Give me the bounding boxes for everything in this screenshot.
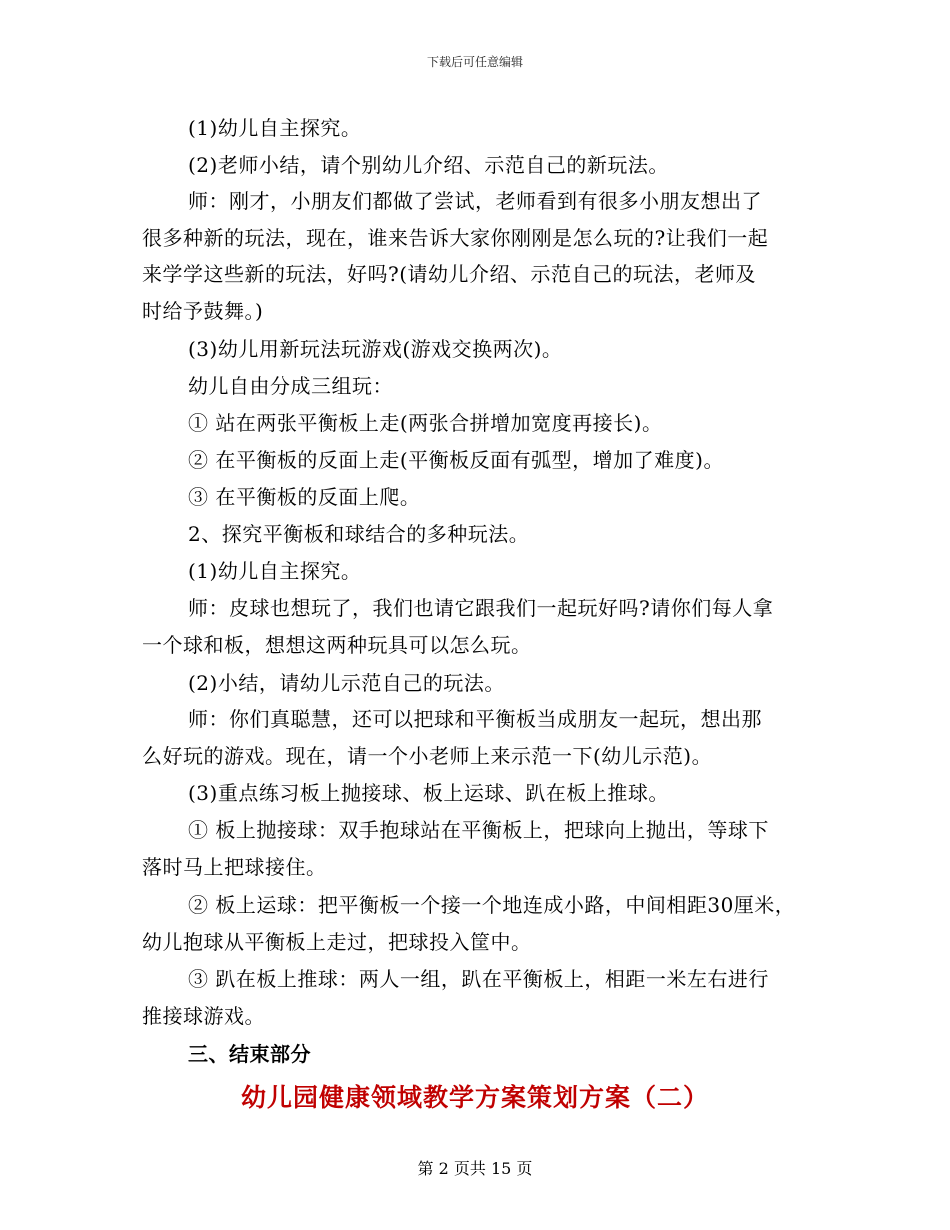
paragraph-line: ① 站在两张平衡板上走(两张合拼增加宽度再接长)。 bbox=[188, 411, 663, 435]
paragraph-line: (2)小结，请幼儿示范自己的玩法。 bbox=[188, 671, 505, 695]
paragraph-line: (1)幼儿自主探究。 bbox=[188, 559, 362, 583]
paragraph-line: 一个球和板，想想这两种玩具可以怎么玩。 bbox=[142, 633, 532, 657]
document-title: 幼儿园健康领域教学方案策划方案（二） bbox=[240, 1083, 709, 1112]
paragraph-line: 来学学这些新的玩法，好吗?(请幼儿介绍、示范自己的玩法，老师及 bbox=[142, 262, 757, 286]
paragraph-line: 幼儿抱球从平衡板上走过，把球投入筐中。 bbox=[142, 930, 532, 954]
paragraph-line: ② 板上运球：把平衡板一个接一个地连成小路，中间相距30厘米， bbox=[188, 893, 796, 917]
paragraph-line: 落时马上把球接住。 bbox=[142, 855, 327, 879]
paragraph-line: 很多种新的玩法，现在，谁来告诉大家你刚刚是怎么玩的?让我们一起 bbox=[142, 226, 769, 250]
paragraph-line: 2、探究平衡板和球结合的多种玩法。 bbox=[188, 522, 530, 546]
paragraph-line: 时给予鼓舞。) bbox=[142, 299, 264, 323]
paragraph-line: 推接球游戏。 bbox=[142, 1004, 265, 1028]
paragraph-line: 师：刚才，小朋友们都做了尝试，老师看到有很多小朋友想出了 bbox=[188, 189, 762, 213]
paragraph-line: 师：你们真聪慧，还可以把球和平衡板当成朋友一起玩，想出那 bbox=[188, 707, 762, 731]
paragraph-line: ③ 趴在板上推球：两人一组，趴在平衡板上，相距一米左右进行 bbox=[188, 967, 769, 991]
paragraph-line: (3)幼儿用新玩法玩游戏(游戏交换两次)。 bbox=[188, 337, 563, 361]
paragraph-line: ③ 在平衡板的反面上爬。 bbox=[188, 485, 421, 509]
paragraph-line: ① 板上抛接球：双手抱球站在平衡板上，把球向上抛出，等球下 bbox=[188, 818, 769, 842]
paragraph-line: 幼儿自由分成三组玩： bbox=[188, 374, 393, 398]
paragraph-line: (2)老师小结，请个别幼儿介绍、示范自己的新玩法。 bbox=[188, 153, 669, 177]
paragraph-line: (3)重点练习板上抛接球、板上运球、趴在板上推球。 bbox=[188, 781, 669, 805]
paragraph-line: 师：皮球也想玩了，我们也请它跟我们一起玩好吗?请你们每人拿 bbox=[188, 596, 774, 620]
paragraph-line: (1)幼儿自主探究。 bbox=[188, 116, 362, 140]
paragraph-line: 么好玩的游戏。现在，请一个小老师上来示范一下(幼儿示范)。 bbox=[142, 744, 713, 768]
section-heading: 三、结束部分 bbox=[188, 1042, 311, 1066]
header-note: 下载后可任意编辑 bbox=[426, 55, 523, 69]
page-number: 第 2 页共 15 页 bbox=[417, 1159, 533, 1178]
paragraph-line: ② 在平衡板的反面上走(平衡板反面有弧型，增加了难度)。 bbox=[188, 448, 724, 472]
